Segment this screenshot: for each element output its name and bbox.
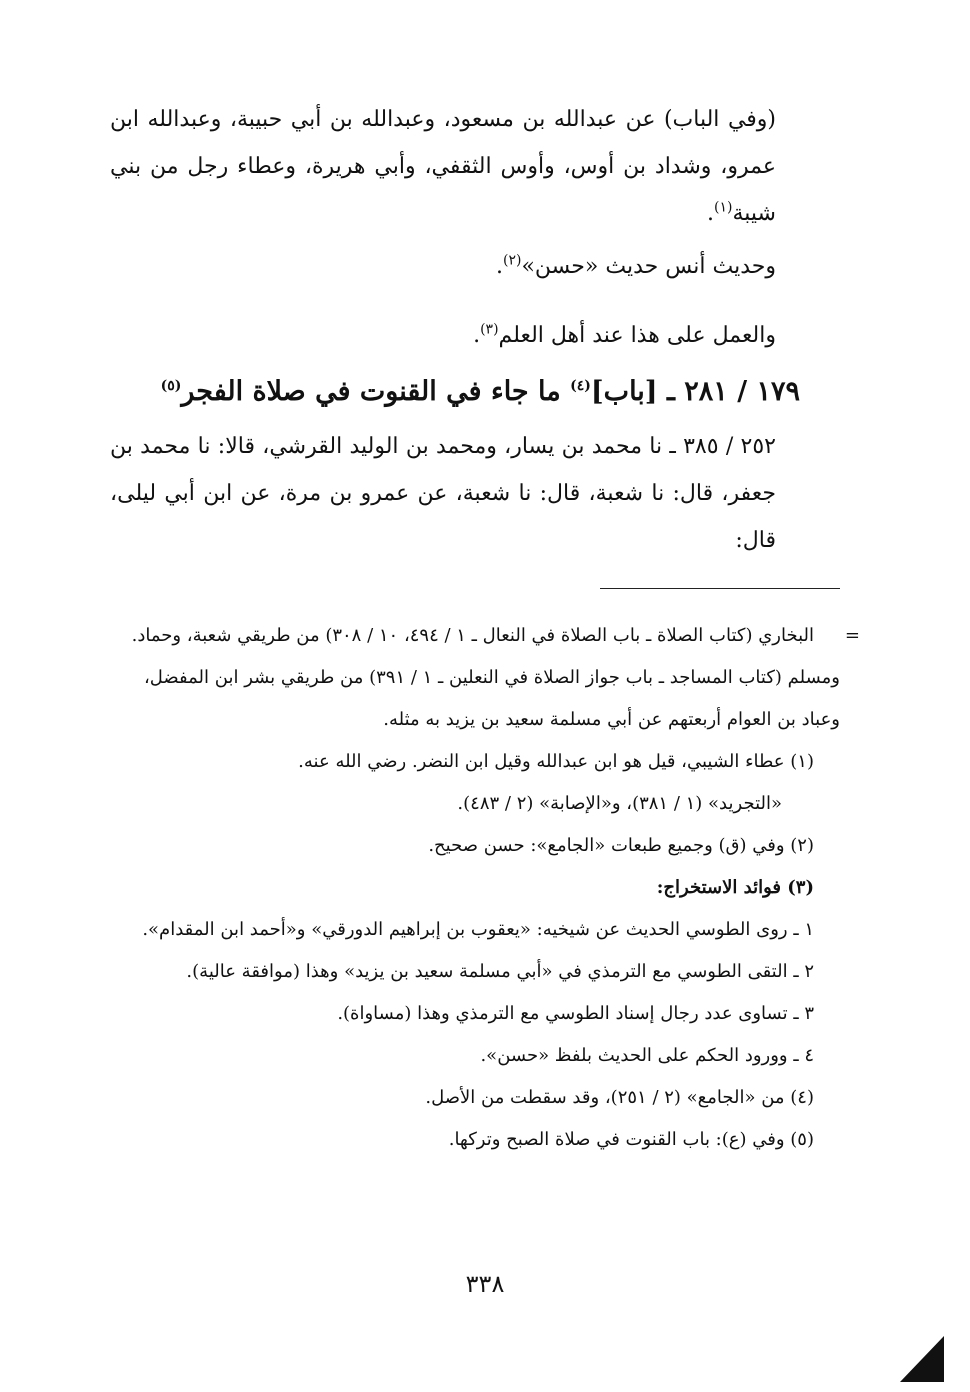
footnote-1: (١) عطاء الشيبي، قيل هو ابن عبدالله وقيل ابن النضر. رضي الله عنه. [298, 751, 814, 772]
footnote-3-item-2: ٢ ـ التقى الطوسي مع الترمذي في «أبي مسلمة سعيد بن يزيد» وهذا (موافقة عالية). [186, 961, 814, 982]
footnote-separator [600, 588, 840, 589]
footnote-ref-1[interactable]: (١) [714, 199, 733, 216]
footnote-ref-5[interactable]: (٥) [160, 378, 182, 394]
corner-triangle-icon [900, 1336, 944, 1382]
body-paragraph-3-text: والعمل على هذا عند أهل العلم [498, 323, 776, 348]
footnote-3-item-1: ١ ـ روى الطوسي الحديث عن شيخيه: «يعقوب بن إبراهيم الدورقي» و«أحمد ابن المقدام». [142, 919, 814, 940]
footnote-2: (٢) وفي (ق) وجميع طبعات «الجامع»: حسن صحيح. [428, 835, 814, 856]
footnote-ref-3[interactable]: (٣) [480, 321, 499, 338]
continuation-marker: = [844, 625, 860, 646]
chapter-number: ١٧٩ / ٢٨١ ـ [باب] [590, 376, 800, 407]
footnote-ref-4[interactable]: (٤) [570, 378, 591, 394]
footnote-continuation-2: ومسلم (كتاب المساجد ـ باب جواز الصلاة في النعلين ـ ١ / ٣٩١) من طريقي بشر ابن المفضل، وعباد بن العوام أربعتهم عن أبي مسلمة سعيد بن يزيد به مثله. [143, 667, 840, 730]
body-paragraph-2-text: وحديث أنس حديث «حسن» [521, 254, 776, 279]
body-paragraph-1-text: (وفي الباب) عن عبدالله بن مسعود، وعبدالله بن أبي حبيبة، وعبدالله ابن عمرو، وشداد بن أوس، وأوس الثقفي، وأبي هريرة، وعطاء رجل من بني شيبة [110, 107, 776, 226]
footnote-4: (٤) من «الجامع» (٢ / ٢٥١)، وقد سقطت من الأصل. [425, 1087, 814, 1108]
footnote-3-item-3: ٣ ـ تساوى عدد رجال إسناد الطوسي مع الترمذي وهذا (مساواة). [337, 1003, 814, 1024]
footnote-continuation-1-text: البخاري (كتاب الصلاة ـ باب الصلاة في النعال ـ ١ / ٤٩٤، ١٠ / ٣٠٨) من طريقي شعبة، وحماد. [131, 625, 814, 646]
separator-wrap [110, 564, 840, 611]
period: . [707, 201, 715, 226]
period: . [496, 254, 503, 279]
footnote-3-item-4: ٤ ـ وورود الحكم على الحديث بلفظ «حسن». [480, 1045, 814, 1066]
footnotes [110, 615, 860, 1161]
body-paragraph-1 [110, 96, 840, 237]
hadith-text: ٢٥٢ / ٣٨٥ ـ نا محمد بن يسار، ومحمد بن الوليد القرشي، قالا: نا محمد بن جعفر، قال: نا شعبة، قال: نا شعبة، عن عمرو بن مرة، عن ابن أبي ليلى، قال: [110, 434, 776, 553]
footnote-continuation-1 [110, 615, 860, 657]
page-content [110, 96, 860, 1161]
chapter-heading [110, 369, 840, 415]
body-paragraph-2 [110, 243, 840, 290]
footnote-ref-2[interactable]: (٢) [503, 252, 522, 269]
footnote-3-title: (٣) فوائد الاستخراج: [656, 877, 814, 898]
footnote-1-source: «التجريد» (١ / ٣٨١)، و«الإصابة» (٢ / ٤٨٣). [457, 793, 782, 814]
period: . [473, 323, 481, 348]
page-number: ٣٣٨ [465, 1270, 505, 1298]
footnote-5: (٥) وفي (ع): باب القنوت في صلاة الصبح وتركها. [448, 1129, 814, 1150]
body-paragraph-3 [110, 312, 840, 359]
chapter-title: ما جاء في القنوت في صلاة الفجر [181, 376, 571, 407]
